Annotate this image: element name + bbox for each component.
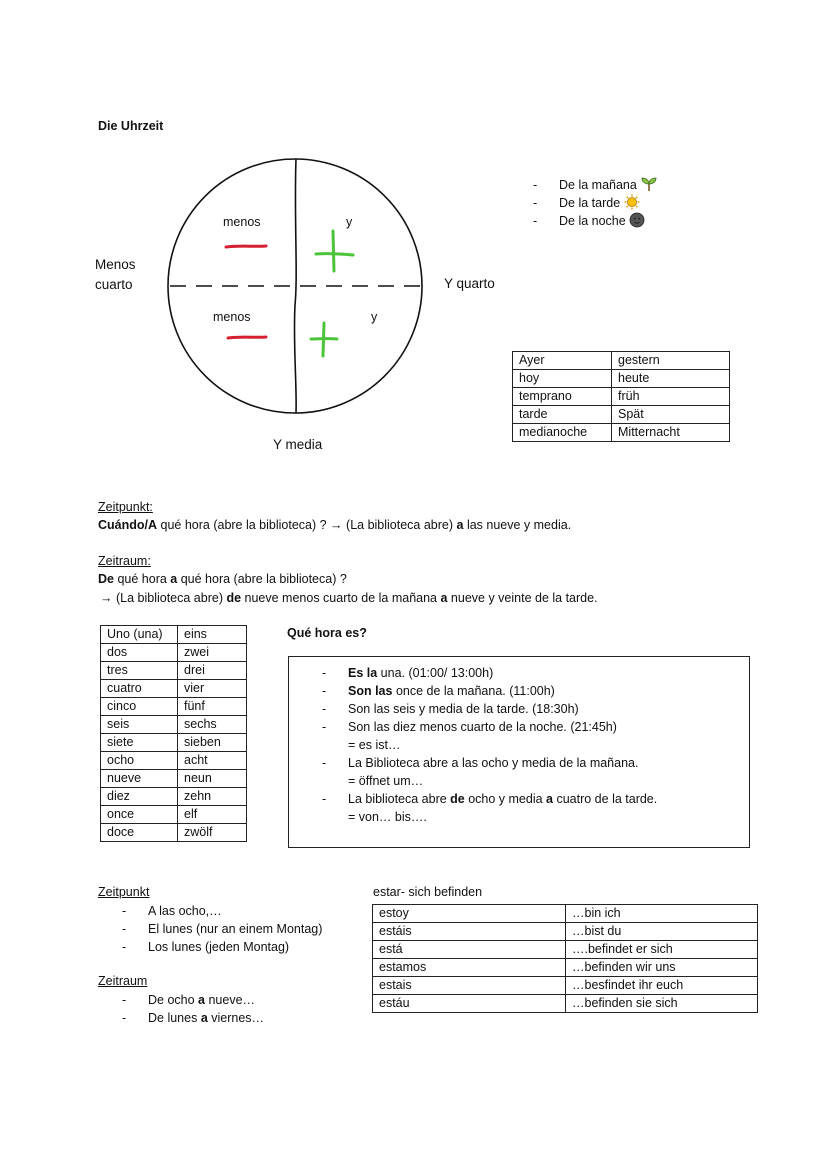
- table-row: estoy …bin ich: [373, 905, 758, 923]
- plus-sign-bottom: [311, 323, 337, 356]
- minus-sign-top: [226, 246, 266, 247]
- bottom-zeitraum-heading: Zeitraum: [98, 974, 148, 988]
- list-item: - Es la una. (01:00/ 13:00h): [322, 666, 494, 680]
- clock-label-top-left: menos: [223, 215, 261, 229]
- clock-right-label: Y quarto: [444, 276, 495, 291]
- table-row: nueve neun: [101, 770, 247, 788]
- list-item: - Son las once de la mañana. (11:00h): [322, 684, 555, 698]
- page-title: Die Uhrzeit: [98, 119, 164, 133]
- list-item-sub: = öffnet um…: [348, 774, 424, 788]
- minus-sign-bottom: [228, 337, 266, 338]
- list-item: - De lunes a viernes…: [122, 1011, 265, 1025]
- sprout-icon: [640, 176, 658, 192]
- daytime-item: - De la noche: [533, 212, 658, 230]
- table-row: está ….befindet er sich: [373, 941, 758, 959]
- clock-vertical-line: [294, 159, 296, 413]
- table-row: doce zwölf: [101, 824, 247, 842]
- bottom-zeitpunkt-heading: Zeitpunkt: [98, 885, 150, 899]
- table-row: tarde Spät: [513, 406, 730, 424]
- table-row: estáu …befinden sie sich: [373, 995, 758, 1013]
- daytime-list: [533, 176, 658, 230]
- zeitpunkt-heading: Zeitpunkt:: [98, 500, 153, 514]
- daytime-item: - De la mañana: [533, 176, 658, 194]
- sun-icon: [624, 194, 640, 210]
- list-item: - La biblioteca abre de ocho y media a cuatro de la tarde.: [322, 792, 658, 806]
- table-row: cuatro vier: [101, 680, 247, 698]
- clock-left-label-line2: cuarto: [95, 277, 133, 292]
- list-item: - Los lunes (jeden Montag): [122, 940, 290, 954]
- daytime-item: - De la tarde: [533, 194, 658, 212]
- table-row: medianoche Mitternacht: [513, 424, 730, 442]
- table-row: Ayer gestern: [513, 352, 730, 370]
- table-row: temprano früh: [513, 388, 730, 406]
- table-row: hoy heute: [513, 370, 730, 388]
- clock-label-bottom-right: y: [371, 310, 378, 324]
- clock-left-label-line1: Menos: [95, 257, 136, 272]
- list-item: - Son las seis y media de la tarde. (18:30h): [322, 702, 579, 716]
- estar-heading: estar- sich befinden: [373, 885, 483, 899]
- moon-face-icon: [629, 212, 645, 228]
- vocab-table: [512, 351, 730, 442]
- que-hora-heading: Qué hora es?: [287, 626, 367, 640]
- table-row: seis sechs: [101, 716, 247, 734]
- bottom-zeitraum-list: [122, 991, 264, 1027]
- list-item-sub: = es ist…: [348, 738, 401, 752]
- table-row: estais …besfindet ihr euch: [373, 977, 758, 995]
- table-row: estamos …befinden wir uns: [373, 959, 758, 977]
- table-row: siete sieben: [101, 734, 247, 752]
- list-item: - De ocho a nueve…: [122, 993, 256, 1007]
- que-hora-list: [322, 664, 657, 826]
- list-item: - La Biblioteca abre a las ocho y media de la mañana.: [322, 756, 639, 770]
- table-row: dos zwei: [101, 644, 247, 662]
- zeitraum-answer: → (La biblioteca abre) de nueve menos cuarto de la mañana a nueve y veinte de la tarde.: [100, 591, 598, 605]
- zeitraum-question: De qué hora a qué hora (abre la biblioteca) ?: [98, 572, 347, 586]
- list-item: - El lunes (nur an einem Montag): [122, 922, 323, 936]
- clock-bottom-label: Y media: [273, 437, 323, 452]
- table-row: ocho acht: [101, 752, 247, 770]
- list-item-sub: = von… bis….: [348, 810, 427, 824]
- table-row: estáis …bist du: [373, 923, 758, 941]
- bottom-zeitpunkt-list: [122, 902, 322, 956]
- numbers-table: [100, 625, 247, 842]
- estar-table: [372, 904, 758, 1013]
- table-row: Uno (una) eins: [101, 626, 247, 644]
- table-row: diez zehn: [101, 788, 247, 806]
- table-row: once elf: [101, 806, 247, 824]
- que-hora-box: [288, 656, 750, 848]
- zeitraum-heading: Zeitraum:: [98, 554, 151, 568]
- zeitpunkt-sentence: Cuándo/A qué hora (abre la biblioteca) ? → (La biblioteca abre) a las nueve y media.: [98, 518, 572, 532]
- table-row: tres drei: [101, 662, 247, 680]
- list-item: - A las ocho,…: [122, 904, 222, 918]
- plus-sign-top: [316, 231, 353, 271]
- clock-label-top-right: y: [346, 215, 353, 229]
- table-row: cinco fünf: [101, 698, 247, 716]
- clock-diagram: [160, 155, 440, 420]
- clock-label-bottom-left: menos: [213, 310, 251, 324]
- list-item: - Son las diez menos cuarto de la noche. (21:45h): [322, 720, 617, 734]
